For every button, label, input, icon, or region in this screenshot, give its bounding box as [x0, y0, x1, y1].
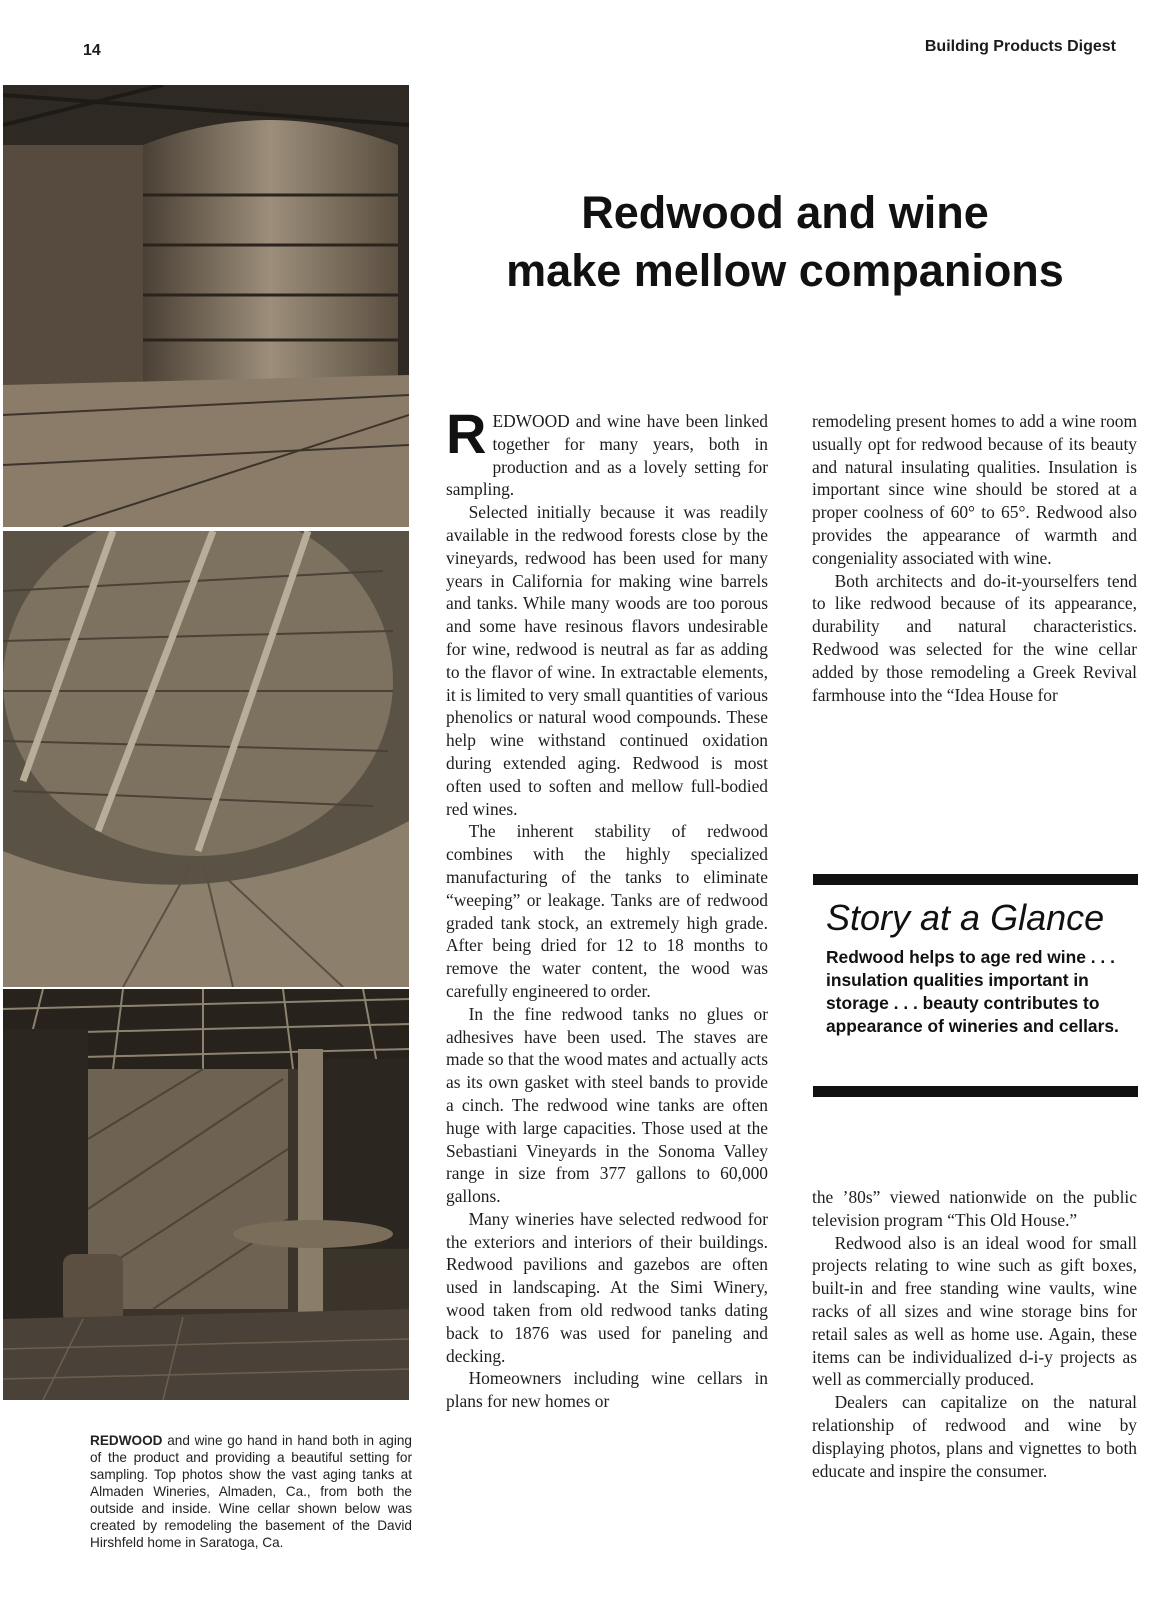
photo-wine-cellar [3, 989, 409, 1400]
glance-summary: Redwood helps to age red wine . . . insulation qualities important in storage . . . beauty contributes to appearance of wineries and cellars. [826, 947, 1119, 1036]
paragraph: Selected initially because it was readily available in the redwood forests close by the vineyards, redwood has been used for many years in California for making wine barrels and tanks. While many woods are too porous and some have resinous flavors undesirable for wine, redwood is neutral as far as adding to the flavor of wine. In extractable elements, it is limited to very small quantities of various phenolics or natural wood compounds. These help wine withstand continued oxidation during extended aging. Redwood is most often used to soften and mellow full-bodied red wines. [446, 502, 768, 819]
page-number: 14 [83, 42, 101, 59]
article-headline [470, 184, 1100, 300]
paragraph: the ’80s” viewed nationwide on the public television program “This Old House.” [812, 1187, 1137, 1230]
paragraph: Both architects and do-it-yourselfers tend to like redwood because of its appearance, durability and natural characteristics. Redwood was selected for the wine cellar added by those remodeling a Greek Revival farmhouse into the “Idea House for [812, 570, 1137, 705]
paragraph: remodeling present homes to add a wine room usually opt for redwood because of its beauty and natural insulating qualities. Insulation is important since wine should be stored at a proper coolness of 60° to 65°. Redwood also provides the appearance of warmth and congeniality associated with wine. [812, 411, 1137, 568]
paragraph: The inherent stability of redwood combines with the highly specialized manufacturing of the tanks to eliminate “weeping” or leakage. Tanks are of redwood graded tank stock, an extremely high grade. After being dried for 12 to 18 months to remove the water content, the wood was carefully engineered to order. [446, 821, 768, 1001]
glance-rule-top [813, 874, 1138, 885]
publication-name: Building Products Digest [924, 38, 1116, 55]
paragraph-text: EDWOOD and wine have been linked together for many years, both in production and as a lovely setting for sampling. [446, 411, 768, 500]
drop-cap: R [446, 402, 487, 465]
article-column-1 [446, 402, 768, 1413]
paragraph: Dealers can capitalize on the natural relationship of redwood and wine by displaying photos, plans and vignettes to both educate and inspire the consumer. [812, 1392, 1137, 1481]
article-column-2-bottom [812, 1186, 1137, 1482]
paragraph: Redwood also is an ideal wood for small projects relating to wine such as gift boxes, built-in and free standing wine vaults, wine racks of all sizes and wine storage bins for retail sales as well as home use. Again, these items can be individualized d-i-y projects as well as commercially produced. [812, 1232, 1137, 1390]
paragraph: Many wineries have selected redwood for the exteriors and interiors of their buildings. Redwood pavilions and gazebos are often used in landscaping. At the Simi Winery, wood taken from old redwood tanks dating back to 1876 was used for paneling and decking. [446, 1208, 768, 1366]
glance-rule-bottom [813, 1086, 1138, 1097]
headline-line-2: make mellow companions [506, 245, 1064, 296]
caption-lead: REDWOOD [90, 1433, 163, 1448]
photo-tank-exterior [3, 85, 409, 527]
headline-line-1: Redwood and wine [581, 187, 989, 238]
glance-title: Story at a Glance [826, 897, 1105, 938]
paragraph [446, 402, 768, 501]
photo-caption [90, 1432, 412, 1551]
photo-tank-interior [3, 531, 409, 987]
article-column-2-top [812, 410, 1137, 706]
paragraph: Homeowners including wine cellars in plans for new homes or [446, 1368, 768, 1412]
paragraph: In the fine redwood tanks no glues or adhesives have been used. The staves are made so that the wood mates and actually acts as its own gasket with steel bands to provide a cinch. The redwood wine tanks are often huge with large capacities. Those used at the Sebastiani Vineyards in the Sonoma Valley range in size from 377 gallons to 60,000 gallons. [446, 1003, 768, 1207]
caption-text: and wine go hand in hand both in aging of the product and providing a beautiful setting for sampling. Top photos show the vast aging tanks at Almaden Wineries, Almaden, Ca., from both the outside and inside. Wine cellar shown below was created by remodeling the basement of the David Hirshfeld home in Saratoga, Ca. [90, 1433, 412, 1550]
